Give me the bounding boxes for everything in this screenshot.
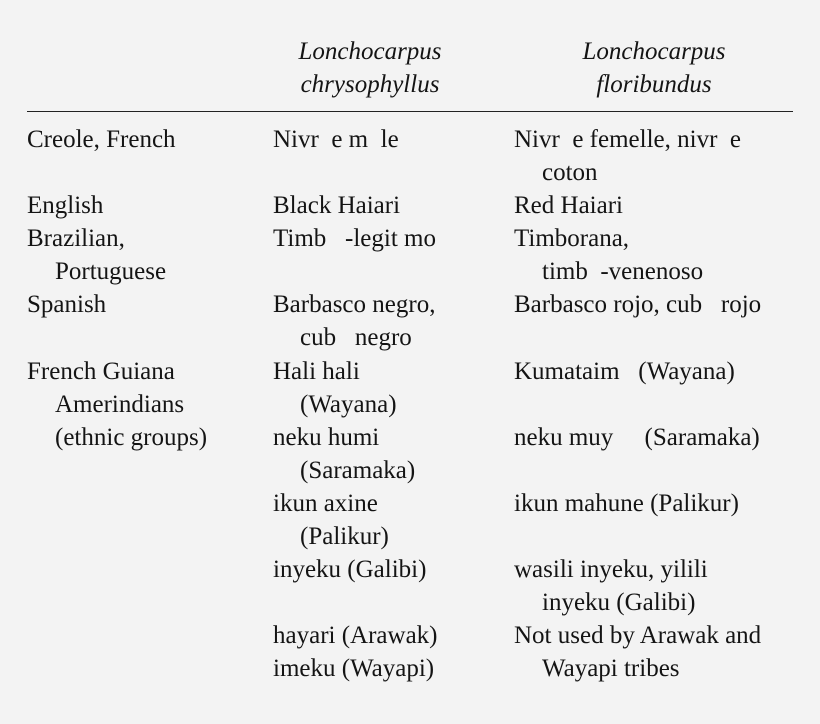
- header-col3-species: floribundus: [596, 71, 712, 98]
- row-chrysophyllus-name-cont: (Wayana): [300, 391, 397, 418]
- row-floribundus-name-cont: Wayapi tribes: [542, 655, 680, 682]
- row-chrysophyllus-name: Hali hali: [273, 358, 360, 385]
- row-floribundus-name: Nivr e femelle, nivr e: [514, 126, 741, 153]
- row-chrysophyllus-name: inyeku (Galibi): [273, 556, 427, 583]
- row-language-cont: Portuguese: [55, 258, 167, 285]
- row-chrysophyllus-name: Barbasco negro,: [273, 291, 436, 318]
- row-floribundus-name: Timborana,: [514, 225, 630, 252]
- row-floribundus-name: Red Haiari: [514, 192, 623, 219]
- row-floribundus-name: Kumataim (Wayana): [514, 358, 735, 385]
- row-language: Spanish: [27, 291, 107, 318]
- row-floribundus-name: wasili inyeku, yilili: [514, 556, 708, 583]
- row-floribundus-name: neku muy (Saramaka): [514, 424, 760, 451]
- row-chrysophyllus-name: hayari (Arawak): [273, 622, 438, 649]
- row-chrysophyllus-name-cont: (Saramaka): [300, 457, 416, 484]
- row-chrysophyllus-name: Timb -legit mo: [273, 225, 436, 252]
- row-floribundus-name-cont: inyeku (Galibi): [542, 589, 696, 616]
- header-divider: [27, 111, 793, 112]
- header-col3-genus: Lonchocarpus: [582, 38, 726, 65]
- header-col2-genus: Lonchocarpus: [298, 38, 442, 65]
- row-chrysophyllus-name: ikun axine: [273, 490, 378, 517]
- row-language: English: [27, 192, 104, 219]
- row-language: Brazilian,: [27, 225, 125, 252]
- row-floribundus-name-cont: timb -venenoso: [542, 258, 704, 285]
- row-chrysophyllus-name: Nivr e m le: [273, 126, 399, 153]
- row-chrysophyllus-name: neku humi: [273, 424, 380, 451]
- row-chrysophyllus-name: Black Haiari: [273, 192, 401, 219]
- row-language-cont: Amerindians: [55, 391, 185, 418]
- row-language: French Guiana: [27, 358, 175, 385]
- row-floribundus-name: Not used by Arawak and: [514, 622, 762, 649]
- row-floribundus-name-cont: coton: [542, 159, 598, 186]
- row-language-cont: (ethnic groups): [55, 424, 208, 451]
- row-chrysophyllus-name-cont: (Palikur): [300, 523, 389, 550]
- row-chrysophyllus-name-cont: cub negro: [300, 324, 412, 351]
- row-language: Creole, French: [27, 126, 176, 153]
- header-col2-species: chrysophyllus: [300, 71, 440, 98]
- row-floribundus-name: ikun mahune (Palikur): [514, 490, 739, 517]
- row-floribundus-name: Barbasco rojo, cub rojo: [514, 291, 762, 318]
- row-chrysophyllus-name: imeku (Wayapi): [273, 655, 435, 682]
